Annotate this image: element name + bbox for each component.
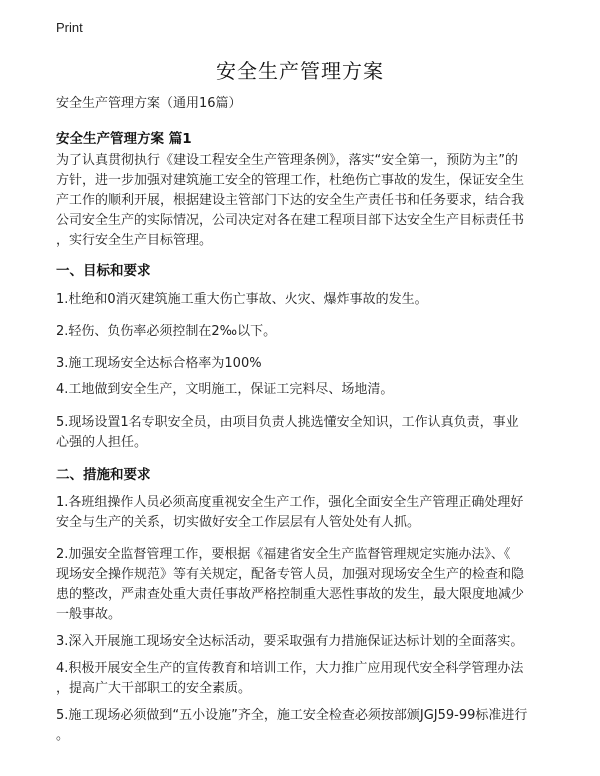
goal-item: 4.工地做到安全生产，文明施工，保证工完料尽、场地清。 — [56, 382, 394, 397]
section-title: 安全生产管理方案 篇1 — [56, 131, 192, 147]
goal-item: 1.杜绝和0消灭建筑施工重大伤亡事故、火灾、爆炸事故的发生。 — [56, 292, 428, 307]
measure-item: 3.深入开展施工现场安全达标活动，要采取强有力措施保证达标计划的全面落实。 — [56, 634, 524, 649]
measure-item: 1.各班组操作人员必须高度重视安全生产工作，强化全面安全生产管理正确处理好 安全与生产的关系，切实做好安全工作层层有人管处处有人抓。 — [56, 495, 524, 530]
goals-heading: 一、目标和要求 — [56, 263, 151, 279]
intro-paragraph: 为了认真贯彻执行《建设工程安全生产管理条例》，落实“安全第一，预防为主”的 方针，进一步加强对建筑施工安全的管理工作，杜绝伤亡事故的发生，保证安全生 产工作的顺利开展，根据建设主管部门下达的安全生产责任书和任务要求，结合我 公司安全生产的实际情况，公司决定对各在建工程项目部下达安全生产目标责任书 ，实行安全生产目标管理。 — [56, 153, 525, 248]
measure-item: 4.积极开展安全生产的宣传教育和培训工作，大力推广应用现代安全科学管理办法 ，提高广大干部职工的安全素质。 — [56, 661, 524, 696]
document-subtitle: 安全生产管理方案（通用16篇） — [56, 96, 242, 111]
measures-heading: 二、措施和要求 — [56, 467, 151, 483]
measure-item: 2.加强安全监督管理工作，要根据《福建省安全生产监督管理规定实施办法》、《 现场安全操作规范》等有关规定，配备专管人员，加强对现场安全生产的检查和隐 患的整改，严肃查处重大责任事故严格控制重大恶性事故的发生，最大限度地减少 一般事故。 — [56, 547, 525, 622]
goal-item: 5.现场设置1名专职安全员，由项目负责人挑选懂安全知识，工作认真负责，事业 心强的人担任。 — [56, 415, 519, 450]
page-title: 安全生产管理方案 — [216, 59, 384, 83]
goal-item: 2.轻伤、负伤率必须控制在2‰以下。 — [56, 324, 277, 339]
goal-item: 3.施工现场安全达标合格率为100% — [56, 356, 262, 371]
measure-item: 5.施工现场必须做到“五小设施”齐全，施工安全检查必须按部颁JGJ59-99标准进行 。 — [56, 708, 528, 743]
print-label[interactable]: Print — [56, 20, 83, 35]
